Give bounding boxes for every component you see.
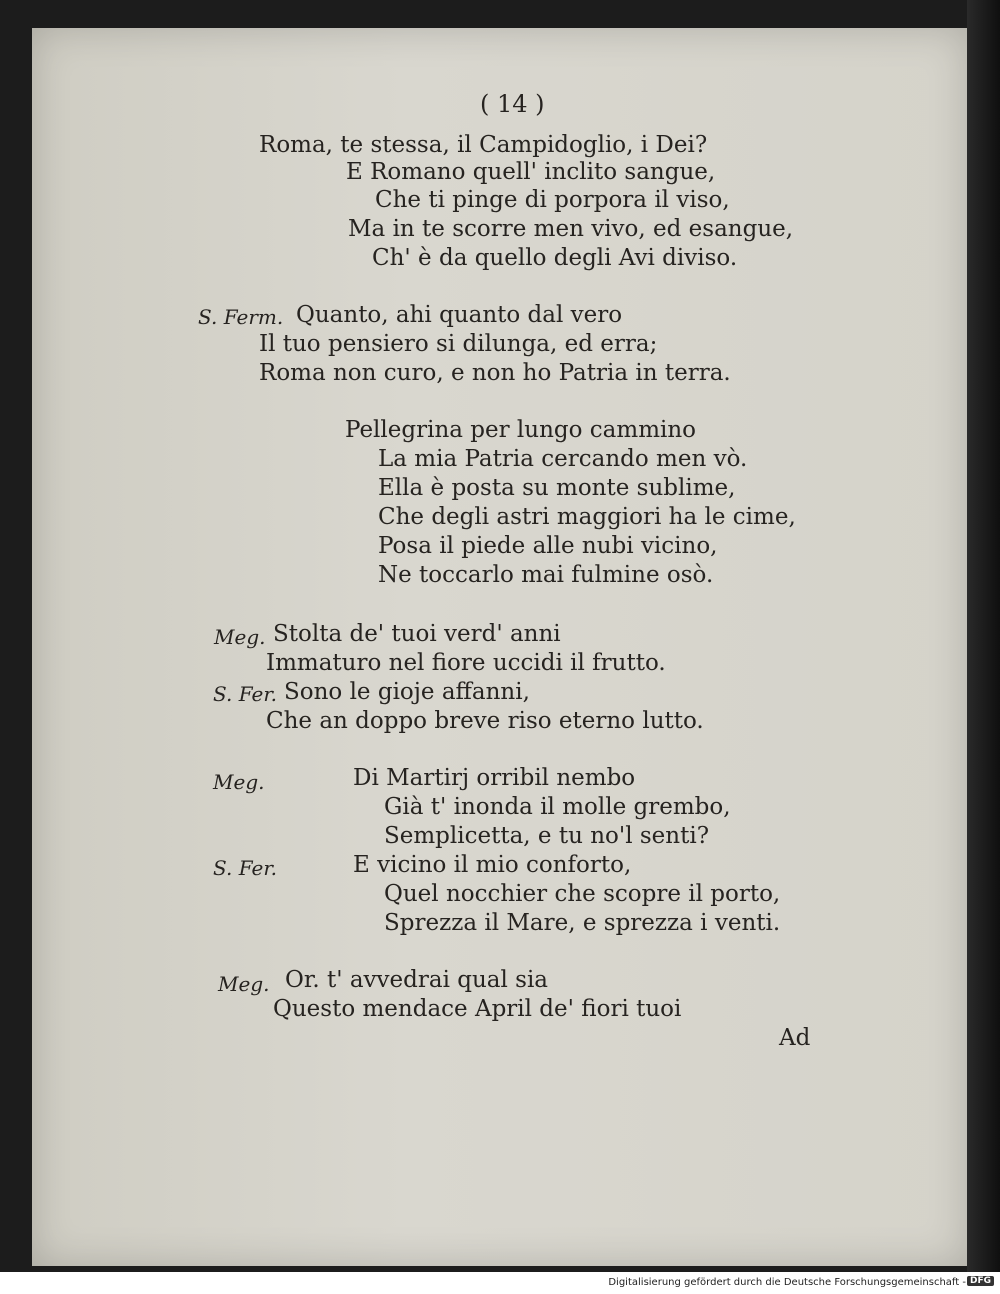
verse-line: Di Martirj orribil nembo — [353, 765, 636, 791]
catchword: Ad — [779, 1025, 811, 1051]
verse-line: Sono le gioje affanni, — [284, 679, 530, 705]
digitization-footer — [0, 1272, 1000, 1294]
verse-line: Quel nocchier che scopre il porto, — [384, 881, 781, 907]
verse-line: Immaturo nel fiore uccidi il frutto. — [266, 650, 666, 676]
verse-line: Quanto, ahi quanto dal vero — [296, 302, 623, 328]
speaker-label: S. Fer. — [213, 682, 278, 706]
verse-line: Che degli astri maggiori ha le cime, — [378, 504, 796, 530]
speaker-label: S. Fer. — [213, 856, 278, 880]
verse-line: Ella è posta su monte sublime, — [378, 475, 736, 501]
verse-line: E vicino il mio conforto, — [353, 852, 632, 878]
verse-line: Pellegrina per lungo cammino — [345, 417, 697, 443]
verse-line: E Romano quell' inclito sangue, — [346, 159, 716, 185]
verse-line: Ma in te scorre men vivo, ed esangue, — [348, 216, 794, 242]
verse-line: La mia Patria cercando men vò. — [378, 446, 748, 472]
speaker-label: S. Ferm. — [198, 305, 284, 329]
verse-line: Il tuo pensiero si dilunga, ed erra; — [259, 331, 658, 357]
book-spine — [967, 0, 1000, 1272]
verse-line: Ne toccarlo mai fulmine osò. — [378, 562, 714, 588]
verse-line: Or. t' avvedrai qual sia — [285, 967, 549, 993]
verse-line: Stolta de' tuoi verd' anni — [273, 621, 561, 647]
verse-line: Che an doppo breve riso eterno lutto. — [266, 708, 704, 734]
verse-line: Roma, te stessa, il Campidoglio, i Dei? — [259, 132, 708, 158]
page-number: ( 14 ) — [480, 90, 545, 118]
dfg-logo-icon: DFG — [967, 1276, 994, 1286]
speaker-label: Meg. — [213, 770, 265, 794]
footer-text: Digitalisierung gefördert durch die Deutsche Forschungsgemeinschaft - — [608, 1277, 966, 1288]
speaker-label: Meg. — [214, 625, 266, 649]
verse-line: Che ti pinge di porpora il viso, — [375, 187, 730, 213]
verse-line: Posa il piede alle nubi vicino, — [378, 533, 718, 559]
verse-line: Ch' è da quello degli Avi diviso. — [372, 245, 738, 271]
speaker-label: Meg. — [218, 972, 270, 996]
verse-line: Semplicetta, e tu no'l senti? — [384, 823, 710, 849]
verse-line: Sprezza il Mare, e sprezza i venti. — [384, 910, 781, 936]
verse-line: Roma non curo, e non ho Patria in terra. — [259, 360, 731, 386]
verse-line: Questo mendace April de' fiori tuoi — [273, 996, 682, 1022]
verse-line: Già t' inonda il molle grembo, — [384, 794, 731, 820]
